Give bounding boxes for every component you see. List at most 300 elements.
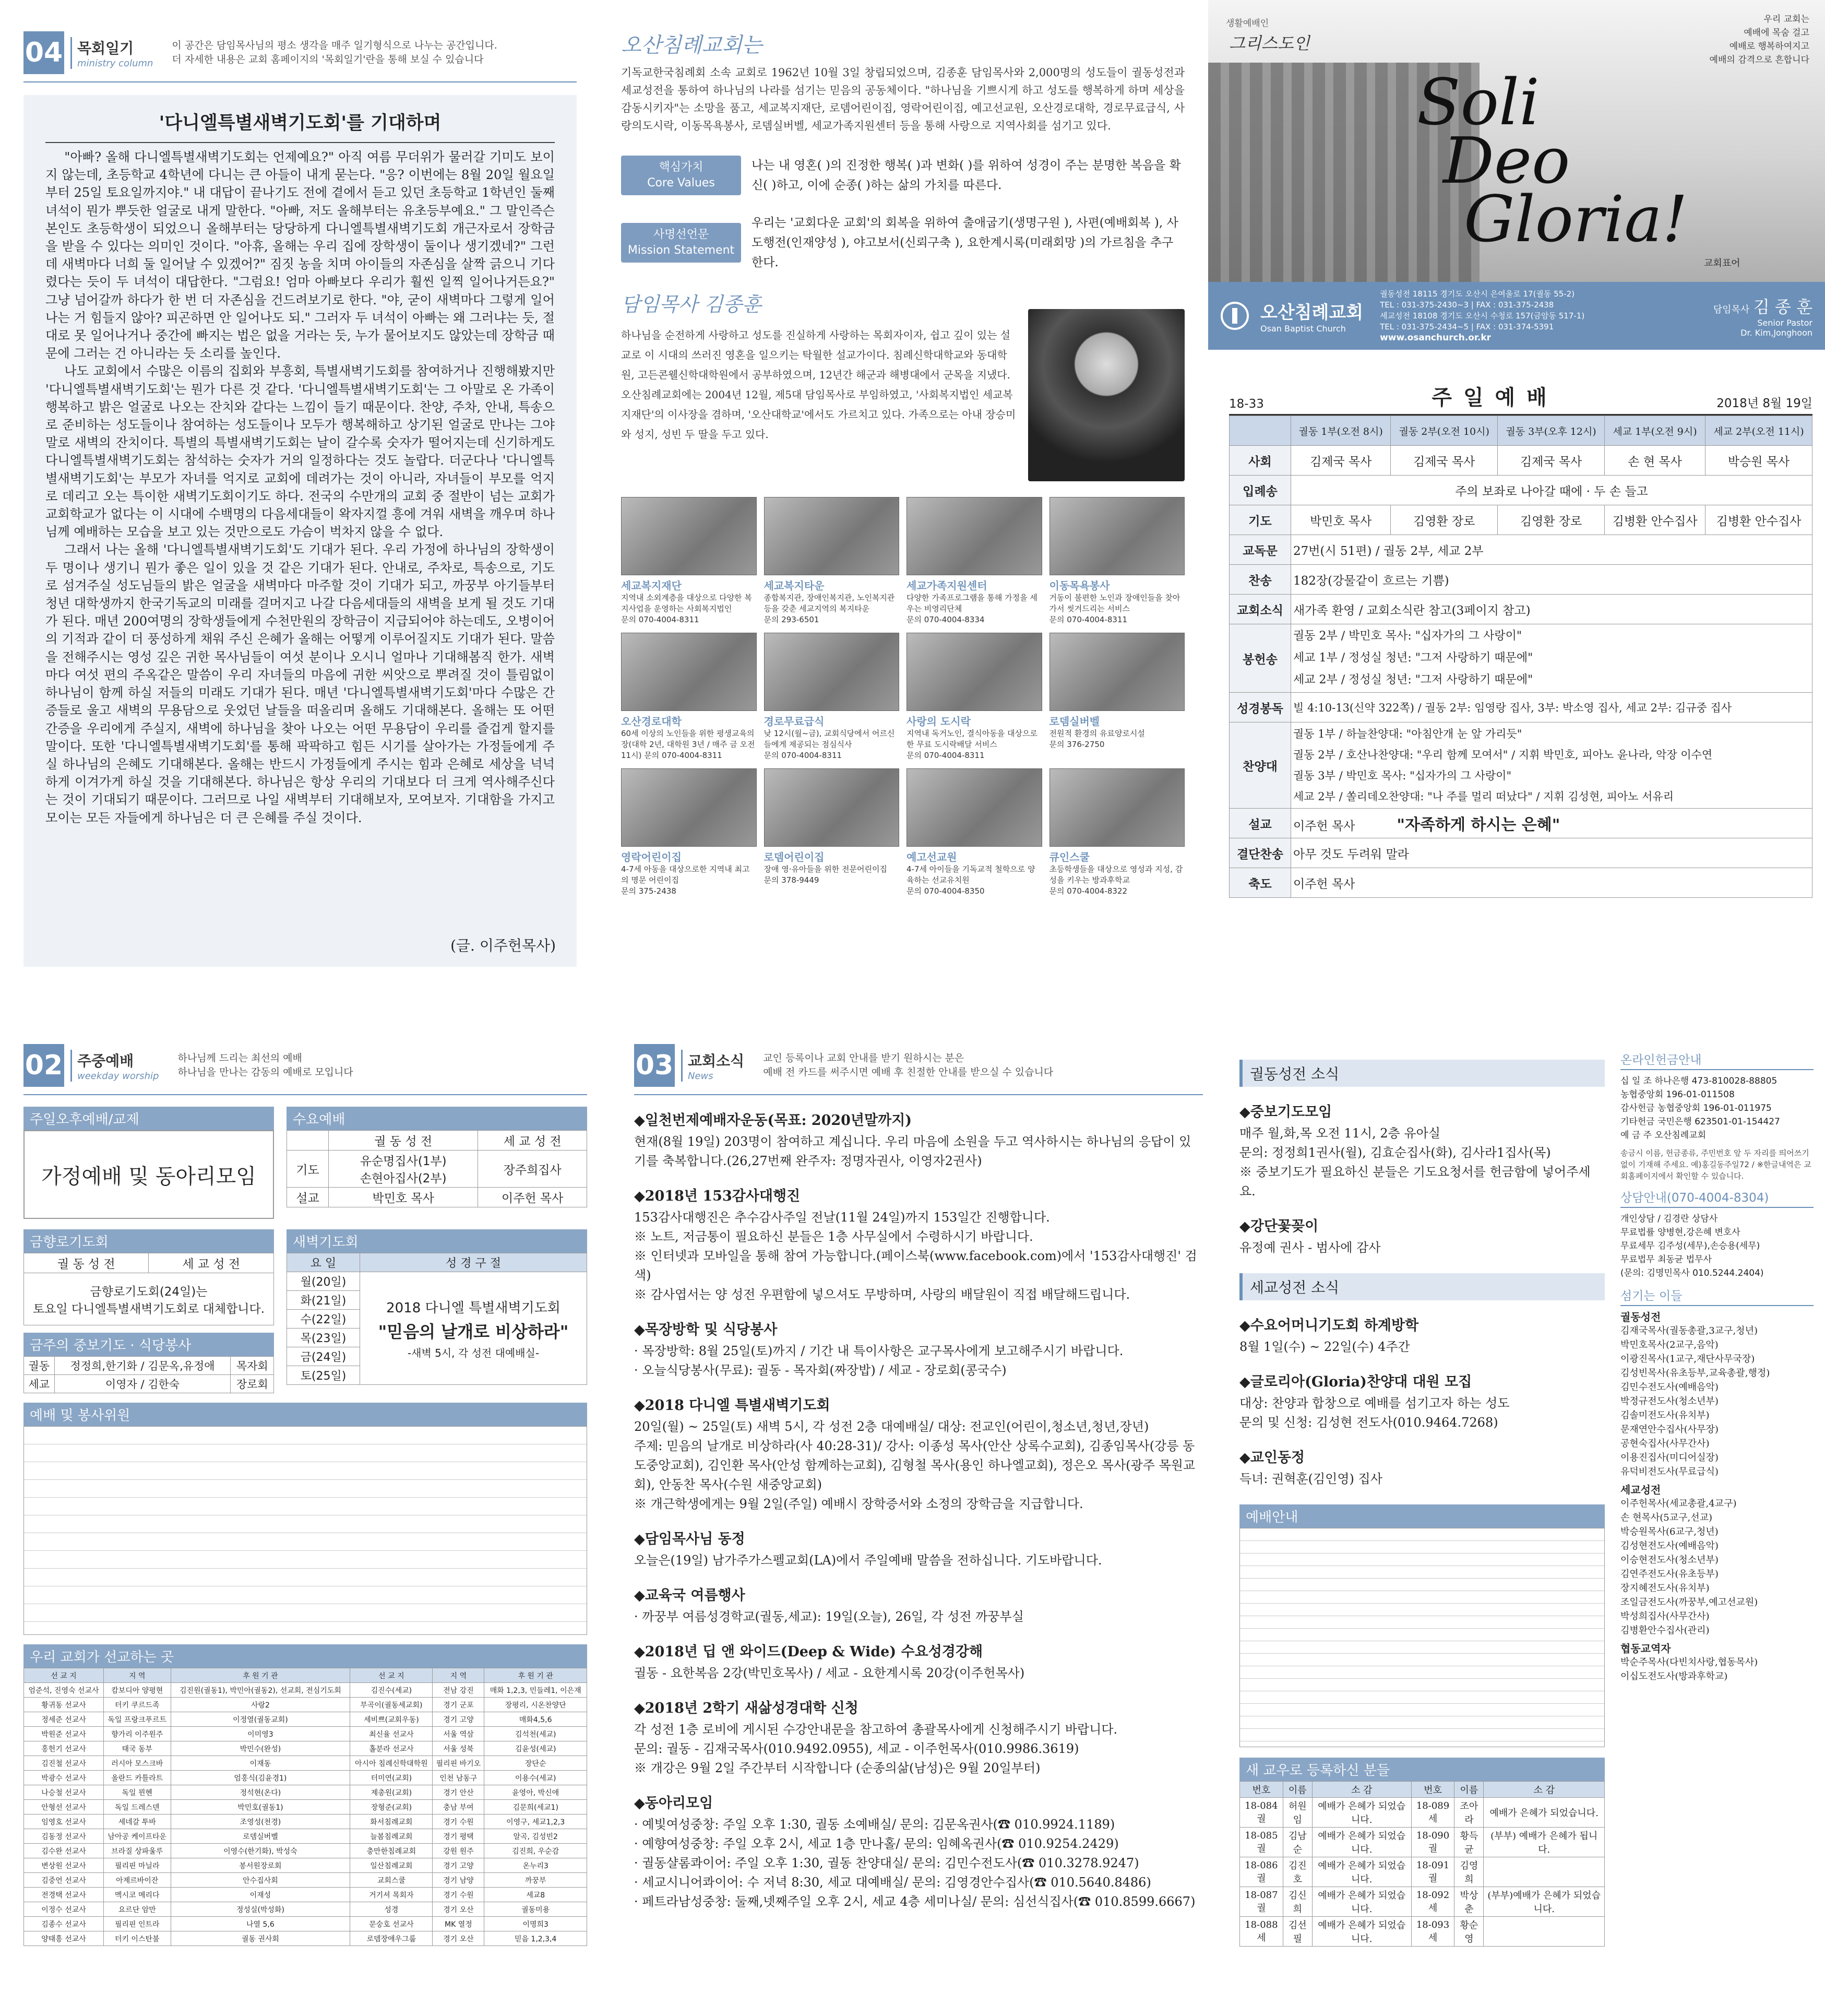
ministry-card: 영락어린이집 4-7세 아동을 대상으로한 지역내 최고의 명문 어린이집 문의 375-2438 <box>621 768 757 897</box>
table-cell: 매화4,5,6 <box>484 1712 587 1727</box>
ministry-grid <box>621 497 1185 897</box>
news-paragraph: 대상: 찬양과 합창으로 예배를 섬기고자 하는 성도 <box>1239 1396 1510 1410</box>
table-cell: 성경 <box>350 1902 433 1917</box>
pastor-heading: 담임목사 김종훈 <box>621 293 762 316</box>
ministry-card: 오산경로대학 60세 이상의 노인들을 위한 평생교육의 장(대학 2년, 대학원 3년 / 매주 금 오전 11시) 문의 070-4004-8311 <box>621 633 757 761</box>
table-cell: 이재동 <box>171 1756 350 1771</box>
table-cell: 태국 동부 <box>104 1741 171 1756</box>
news-paragraph: 현재(8월 19일) 203명이 참여하고 계십니다. 우리 마음에 소원을 두고 역사하시는 하나님의 응답이 있기를 축복합니다.(26,27번째 완주자: 정명자권사, 이영자2권사) <box>634 1134 1191 1168</box>
table-row: 축도 이주헌 목사 <box>1230 868 1812 898</box>
table-row: 교회소식 새가족 환영 / 교회소식란 참고(3페이지 참고) <box>1230 595 1812 624</box>
table-cell: 장단순 <box>484 1756 587 1771</box>
table-cell: 필리핀 바기오 <box>433 1756 484 1771</box>
table-cell: 세네갈 투바 <box>104 1815 171 1829</box>
staff-item: 김재국목사(궐동총괄,3교구,청년) <box>1620 1325 1758 1336</box>
column-paragraph: 그래서 나는 올해 '다니엘특별새벽기도회'도 기대가 된다. 우리 가정에 하나님의 장학생이 두 명이나 생기니 뭔가 좋은 일이 있을 것 같은 기대가 된다. 안내로, 주차로, 특송으로, 기도로 섬겨주실 성도님들의 밝은 얼굴을 새벽마다 마주할 것이 기대가 되고, 까꿍부 아기들부터 청년 대학생까지 한국기독교의 미래를 걸머지고 나갈 다음세대들의 새벽을 보게 될 것도 기대가 된다. 매년 200여명의 장학생들에게 수천만원의 장학금이 지급되어야 하는데도, 오병이어의 기적과 같이 더 풍성하게 채워 주신 은혜가 올해는 어떻게 이루어질지도 기대가 된다. 말씀을 전해주시는 영성 깊은 귀한 목사님들이 여섯 분이나 오시니 얼마나 기대해봄직 한가. 새벽마다 여섯 편의 주옥같은 말씀이 우리 자녀들의 마음에 귀한 씨앗으로 뿌려질 것이 틀림없이 하나님이 함께 하실 저들의 미래도 기대가 된다. 매년 '다니엘특별새벽기도회'마다 수많은 간증들로 울고 새벽의 무용담으로 웃었던 날들을 떠올리며 올해도 기대해본다. 올해는 또 어떤 간증을 우리에게 주실지, 새벽에 하나님을 찾아 나오는 어떤 무용담이 우리를 즐겁게 할지를 말이다. 또한 '다니엘특별새벽기도회'를 통해 팍팍하고 힘든 시기를 살아가는 가정들에게 주실 하나님의 은혜도 기대해본다. 올해는 반드시 가정들에게 주시는 힘과 은혜로 세상을 넉넉하게 이겨가게 하실 것을 기대해본다. 하나님은 항상 우리의 기대보다 더 크게 역사해주신다는 것이 기대되기 때문이다. 그러므로 나일 새벽부터 기대해보자, 모여보자. 기대함을 가지고 모이는 모든 자들에게 하나님은 더 큰 은혜를 주실 것이다. <box>45 542 555 825</box>
table-cell: 필리핀 인트라 <box>104 1917 171 1931</box>
table-cell: 터미연(교회) <box>350 1771 433 1785</box>
service-table <box>23 1426 587 1635</box>
table-cell: 18-088세 <box>1240 1917 1283 1947</box>
table-cell: 김문희(세교1) <box>484 1800 587 1815</box>
staff-item: 이십도전도사(방과후학교) <box>1620 1671 1728 1682</box>
news-paragraph: 8월 1일(수) ~ 22일(수) 4주간 <box>1239 1339 1410 1354</box>
table-row: 세교 이영자 / 김한숙 장로회 <box>24 1375 274 1393</box>
ministry-card: 세교복지타운 종합복지관, 장애인복지관, 노인복지관 등을 갖춘 세교지역의 복지타운 문의 293-6501 <box>764 497 900 625</box>
table-row <box>1240 1857 1605 1887</box>
table-cell: 김윤성(세교) <box>484 1741 587 1756</box>
ministry-card: 로뎀실버벨 전원적 환경의 유료양로시설 문의 376-2750 <box>1049 633 1185 761</box>
news-heading: ◆교육국 여름행사 <box>634 1587 745 1604</box>
table-row: 궐동 정정희,한기화 / 김문옥,유정애 목자회 <box>24 1357 274 1375</box>
table-cell: 김중언 선교사 <box>24 1873 104 1888</box>
table-cell: 러시아 모스크바 <box>104 1756 171 1771</box>
table-cell: 경기 수원 <box>433 1888 484 1902</box>
page-3-sidebar: 온라인헌금안내 십 일 조 하나은행 473-810028-88805 농협중앙회 196-01-011508 감사헌금 농협중앙회 196-01-011975 기타헌금 국민은행 623501-01-154427 예 금 주 오산침례교회 송금시 이름, 헌금종류, 주민번호 앞 두 자리를 띄어쓰기 없이 기재해 주세요. 예)홍길동주일72 / ※한글내역은 교회홈페이지에서 확인할 수 있습니다. 상담안내(070-4004-8304) 개인상담 / 김경란 상담사 무료법률 양병현,강은혜 변호사 무료세무 김주성(세무),손승용(세무) 무료법무 최동균 법무사 (문의: 김명민목사 010.5244.2404) 섬기는 이들 궐동성전 김재국목사(궐동총괄,3교구,청년) 박민호목사(2교구,음악) 이광진목사(1교구,재단사무국장) 김성빈목사(유초등부,교육총괄,행정) 김민수전도사(예배음악) 박정규전도사(청소년부) 김솔미전도사(유치부) 문재연안수집사(사무장) 공현숙집사(사무간사) 이용진집사(미디어실장) 유덕비전도사(무료급식) 세교성전 이주헌목사(세교총괄,4교구) 손 현목사(5교구,선교) 박승원목사(6교구,청년) 김성현전도사(예배음악) 이승현전도사(청소년부) 김연주전도사(유초등부) 장지혜전도사(유치부) 조일금전도사(까꿍부,예고선교원) 박성희집사(사무간사) 김병환안수집사(관리) 협동교역자 박순주목사(다빈치사랑,협동목사) 이십도전도사(방과후학교) <box>1620 1044 1814 1683</box>
worship-title: 주 일 예 배 <box>1432 385 1549 410</box>
news-paragraph: · 궐동샬롬콰이어: 주일 오후 1:30, 궐동 찬양대실/ 문의: 김민수전도사(☎ 010.3278.9247) <box>634 1856 1139 1870</box>
table-row <box>24 1844 587 1858</box>
table-cell: 알곡, 김성빈2 <box>484 1829 587 1844</box>
table-row <box>24 1873 587 1888</box>
table-cell: 임영호 선교사 <box>24 1815 104 1829</box>
table-row <box>24 1741 587 1756</box>
table-row <box>24 1756 587 1771</box>
table-cell: 궐동미용 <box>484 1902 587 1917</box>
staff-item: 김병환안수집사(관리) <box>1620 1625 1710 1636</box>
table-cell: 독일 프랑크푸르트 <box>104 1712 171 1727</box>
table-cell: 18-084궐 <box>1240 1798 1283 1828</box>
news-list <box>634 1109 1203 1912</box>
table-cell: 강원 원주 <box>433 1844 484 1858</box>
news-heading: ◆2018년 153감사대행진 <box>634 1188 801 1204</box>
column-paragraph: 나도 교회에서 수많은 이름의 집회와 부흥회, 특별새벽기도회를 참여하거나 진행해봤지만 '다니엘특별새벽기도회'는 뭔가 다른 것 같다. '다니엘특별새벽기도회'는 그 아말로 온 가족이 행복하고 밝은 얼굴로 나오는 잔치와 같다는 느낌이 들기 때문이다. 찬양, 주차, 안내, 특송으로 준비하는 성도들이나 참여하는 성도들이나 모두가 행복해하고 상기된 얼굴로 만나는 그야말로 새벽의 잔치이다. 특별의 특별새벽기도회는 날이 갈수록 숫자가 떨어지는데 신기하게도 다니엘특별새벽기도회는 참석하는 숫자가 거의 일정하다는 것도 놀랍다. 더군다나 '다니엘특별새벽기도회'는 부모가 자녀를 억지로 교회에 데려가는 것이 아니라, 자녀들이 부모를 억지로 데리고 오는 특이한 새벽기도회이기도 하다. 전국의 수만개의 교회 중 절반이 넘는 교회가 교회학교가 없다는 이 시대에 수백명의 다음세대들이 왁자지껄 흥에 겨워 새벽을 깨우며 하나님께 예배하는 모습을 보고 있는 것만으로도 가슴이 벅차지 않을 수 없다. <box>45 364 555 540</box>
table-row <box>1240 1828 1605 1857</box>
table-cell: 이영구, 세교1,2,3 <box>484 1815 587 1829</box>
page-3-side: 궐동성전 소식 ◆중보기도모임 매주 월,화,목 오전 11시, 2층 유아실 문의: 정정희1권사(월), 김효순집사(화), 김사라1집사(목) ※ 중보기도가 필요하신 분들은 기도요청서를 헌금함에 넣어주세요. ◆강단꽃꽂이 유정예 권사 - 범사에 감사 세교성전 소식 ◆수요어머니기도회 하계방학 8월 1일(수) ~ 22일(수) 4주간 ◆글로리아(Gloria)찬양대 대원 모집 대상: 찬양과 합창으로 예배를 섬기고자 하는 성도 문의 및 신청: 김성현 전도사(010.9464.7268) ◆교인동정 득녀: 권혁훈(김인영) 집사 예배안내 새 교우로 등록하신 분들 번호 이름 소 감 번호 이름 소 감 18-084궐 허원임 예배가 은혜가 되었습니다. 18-089세 조아라 예배가 은혜가 되었습니다. 18-085궐 김남순 예배가 은혜가 되었습니다. 18-090궐 황득균 (부부) 예배가 은혜가 됩니다. 18-086궐 김진호 예배가 은혜가 되었습니다. 18-091궐 김영희 18-087궐 김신희 예배가 은혜가 되었습니다. 18-092세 박상춘 (부부)예배가 은혜가 되었습니다. 18-088세 김선필 예배가 은혜가 되었습니다. 18-093세 황순영 <box>1239 1060 1605 1947</box>
news-paragraph: ※ 감사엽서는 양 성전 우편함에 넣으셔도 무방하며, 사랑의 배달원이 직접 배달해드립니다. <box>634 1287 1130 1302</box>
news-heading: ◆교인동정 <box>1239 1450 1305 1466</box>
table-cell: 충만한침례교회 <box>350 1844 433 1858</box>
table-cell: 이정열(궐동교회) <box>171 1712 350 1727</box>
table-cell: 문숭호 선교사 <box>350 1917 433 1931</box>
staff-item: 문재연안수집사(사무장) <box>1620 1424 1719 1435</box>
table-cell: 경기 고양 <box>433 1858 484 1873</box>
table-row: 찬송 182장(강물같이 흐르는 기쁨) <box>1230 565 1812 595</box>
table-cell: 서울 성북 <box>433 1741 484 1756</box>
table-cell: 김신희 <box>1283 1887 1312 1917</box>
table-cell: 세교8 <box>484 1888 587 1902</box>
ministry-card: 예고선교원 4-7세 아이들을 기독교적 철학으로 양육하는 선교유치원 문의 070-4004-8350 <box>906 768 1042 897</box>
table-cell: 멕시코 메리다 <box>104 1888 171 1902</box>
table-cell: 예배가 은혜가 되었습니다. <box>1312 1887 1411 1917</box>
table-row <box>1240 1917 1605 1947</box>
news-heading: ◆수요어머니기도회 하계방학 <box>1239 1318 1419 1334</box>
worship-table: 궐동 1부(오전 8시) 궐동 2부(오전 10시) 궐동 3부(오후 12시) 세교 1부(오전 9시) 세교 2부(오전 11시) 사회 김제국 목사 김제국 목사 김제국 목사 손 현 목사 박승원 목사 입례송 주의 보좌로 나아갈 때에 · 두 손 들고 기도 박민호 목사 김영환 장로 김영환 장로 김병환 안수집사 김병환 안수집사 교독문 27번(시 51편) / 궐동 2부, 세교 2부 찬송 182장(강물같이 흐르는 기쁨) 교회소식 새가족 환영 / 교회소식란 참고(3페이지 참고) 봉헌송 궐동 2부 / 박민호 목사: "십자가의 그 사랑이" 세교 1부 / 정성실 청년: "그저 사랑하기 때문에" 세교 2부 / 정성실 청년: "그저 사랑하기 때문에" 성경봉독 빌 4:10-13(신약 322쪽) / 궐동 2부: 임영랑 집사, 3부: 박소영 집사, 세교 2부: 김규중 집사 찬양대 궐동 1부 / 하늘찬양대: "아침안개 눈 앞 가리듯" 궐동 2부 / 호산나찬양대: "우리 함께 모여서" / 지휘 박민호, 피아노 윤나라, 악장 이수연 궐동 3부 / 박민호 목사: "십자가의 그 사랑이" 세교 2부 / 쏠리데오찬양대: "나 주를 멀리 떠났다" / 지휘 김성현, 피아노 서유리 설교 이주헌 목사 "자족하게 하시는 은혜" 결단찬송 아무 것도 두려워 말라 축도 이주헌 목사 <box>1229 416 1812 898</box>
table-cell: 안수집사회 <box>171 1873 350 1888</box>
table-cell: 정세준 선교사 <box>24 1712 104 1727</box>
table-cell: 경기 남양 <box>433 1873 484 1888</box>
table-cell: 허원임 <box>1283 1798 1312 1828</box>
cover-tagline: 우리 교회는 예배에 목숨 걸고 예배로 행복하여지고 예배의 감격으로 흔합니다 <box>1709 14 1809 65</box>
worship-order: 18-33 주 일 예 배 2018년 8월 19일 궐동 1부(오전 8시) 궐동 2부(오전 10시) 궐동 3부(오후 12시) 세교 1부(오전 9시) 세교 2부(오전 11시) 사회 김제국 목사 김제국 목사 김제국 목사 손 현 목사 박승원 목사 입례송 주의 보좌로 나아갈 때에 · 두 손 들고 기도 박민호 목사 김영환 장로 김영환 장로 김병환 안수집사 김병환 안수집사 교독문 27번(시 51편) / 궐동 2부, 세교 2부 찬송 182장(강물같이 흐르는 기쁨) 교회소식 새가족 환영 / 교회소식란 참고(3페이지 참고) 봉헌송 궐동 2부 / 박민호 목사: "십자가의 그 사랑이" 세교 1부 / 정성실 청년: "그저 사랑하기 때문에" 세교 2부 / 정성실 청년: "그저 사랑하기 때문에" 성경봉독 빌 4:10-13(신약 322쪽) / 궐동 2부: 임영랑 집사, 3부: 박소영 집사, 세교 2부: 김규중 집사 찬양대 궐동 1부 / 하늘찬양대: "아침안개 눈 앞 가리듯" 궐동 2부 / 호산나찬양대: "우리 함께 모여서" / 지휘 박민호, 피아노 윤나라, 악장 이수연 궐동 3부 / 박민호 목사: "십자가의 그 사랑이" 세교 2부 / 쏠리데오찬양대: "나 주를 멀리 떠났다" / 지휘 김성현, 피아노 서유리 설교 이주헌 목사 "자족하게 하시는 은혜" 결단찬송 아무 것도 두려워 말라 축도 이주헌 목사 <box>1229 381 1812 898</box>
news-heading: ◆2018 다니엘 특별새벽기도회 <box>634 1397 830 1414</box>
table-row: 사회 김제국 목사 김제국 목사 김제국 목사 손 현 목사 박승원 목사 <box>1230 446 1812 476</box>
table-row: 성경봉독 빌 4:10-13(신약 322쪽) / 궐동 2부: 임영랑 집사, 3부: 박소영 집사, 세교 2부: 김규중 집사 <box>1230 693 1812 722</box>
sermon-title: "자족하게 하시는 은혜" <box>1397 816 1560 834</box>
table-cell: 김진희, 우순감 <box>484 1844 587 1858</box>
news-paragraph: ※ 개강은 9월 2일 주간부터 시작합니다 (순종의삶(남성)은 9월 20일부터) <box>634 1761 1041 1775</box>
table-cell: 화서침례교회 <box>350 1815 433 1829</box>
table-cell: 독일 뮌헨 <box>104 1785 171 1800</box>
core-values-label: 핵심가치 Core Values <box>621 156 741 195</box>
column-paragraph: "아빠? 올해 다니엘특별새벽기도회는 언제예요?" 아직 여름 무더위가 물러갈 기미도 보이지 않는데, 초등학교 4학년에 다니는 큰 아들이 내게 묻는다. "응? 이번에는 8월 20일 월요일부터 25일 토요일까지야." 내 대답이 끝나기도 전에 곁에서 듣고 있던 초등학교 1학년인 둘째 녀석이 뭔가 뿌듯한 얼굴로 내게 말한다. "아빠, 저도 올해부터는 유초등부예요." 그 말인즉슨 본인도 초등학생이 되었으니 올해부터는 당당하게 다니엘특별새벽기도회 개근자로서 장학금을 받을 수 있다는 의미인 것이다. "아휴, 올해는 우리 집에 장학생이 둘이나 생기겠네?" 그런데 새벽마다 너희 둘 일어날 수 있겠어?" 짐짓 농을 치며 아이들의 자존심을 살짝 긁으니 기다렸다는 듯이 두 녀석이 대답한다. "그럼요! 엄마 아빠보다 우리가 훨씬 일찍 일어나거든요?" 그냥 넘어갈까 하다가 한 번 더 자존심을 건드려보기로 한다. "야, 굳이 새벽마다 그렇게 일어나는 거 힘들지 않아? 피곤하면 안 일어나도 되." 그러자 두 녀석이 아빠는 왜 그러냐는 듯, 절대로 못 일어나거나 중간에 빠지는 법은 없을 거라는 듯, 누가 물어보지도 않았는데 장학금 때문에 그러는 건 아니라는 듯 소리를 높인다. <box>45 150 555 361</box>
ministry-photo <box>621 497 757 575</box>
church-logo-icon <box>1221 302 1249 330</box>
table-row <box>24 1829 587 1844</box>
staff-item: 유덕비전도사(무료급식) <box>1620 1466 1719 1477</box>
intro-text: 기독교한국침례회 소속 교회로 1962년 10월 3일 창립되었으며, 김종훈 담임목사와 2,000명의 성도들이 궐동성전과 세교성전을 통하여 하나님의 나라를 섬기는 믿음의 공동체이다. "하나님을 기쁘시게 하고 성도를 행복하게 하며 세상을 감동시키자"는 소망을 품고, 세교복지재단, 로뎀어린이집, 영락어린이집, 예고선교원, 오산경로대학, 경로무료급식, 사랑의도시락, 이동목욕봉사, 로뎀실버벨, 세교가족지원센터 등을 통해 사랑으로 지역사회를 섬기고 있다. <box>621 66 1185 132</box>
column-headline: '다니엘특별새벽기도회'를 기대하며 <box>159 113 442 134</box>
news-paragraph: 153감사대행진은 추수감사주일 전날(11월 24일)까지 153일간 진행합니다. <box>634 1210 1050 1225</box>
dawn-theme: "믿음의 날개로 비상하라" <box>378 1321 569 1342</box>
table-cell: 부곡이(궐동세교회) <box>350 1698 433 1712</box>
news-heading: ◆담임목사님 동정 <box>634 1531 745 1547</box>
table-row <box>24 1888 587 1902</box>
table-cell: 서울 역삼 <box>433 1727 484 1741</box>
table-cell <box>1484 1857 1605 1887</box>
ministry-card: 세교복지재단 지역내 소외계층을 대상으로 다양한 복지사업을 운영하는 사회복지법인 문의 070-4004-8311 <box>621 497 757 625</box>
table-cell: 남아공 케이프타운 <box>104 1829 171 1844</box>
table-row <box>24 1771 587 1785</box>
intro-heading: 오산침례교회는 <box>621 33 762 57</box>
table-cell: 충남 부여 <box>433 1800 484 1815</box>
news-paragraph: ※ 중보기도가 필요하신 분들은 기도요청서를 헌금함에 넣어주세요. <box>1239 1165 1591 1199</box>
page-1-intro <box>621 29 1185 968</box>
table-cell: 김종수 선교사 <box>24 1917 104 1931</box>
table-cell: 경기 수원 <box>433 1815 484 1829</box>
table-cell: 까꿍부 <box>484 1873 587 1888</box>
column-body <box>23 95 577 967</box>
news-paragraph: ※ 인터넷과 모바일을 통해 참여 가능합니다.(페이스북(www.facebook.com)에서 '153감사대행진' 검색) <box>634 1249 1197 1283</box>
news-paragraph: 각 성전 1층 로비에 게시된 수강안내문을 참고하여 총괄목사에게 신청해주시기 바랍니다. <box>634 1722 1118 1737</box>
table-row: 입례송 주의 보좌로 나아갈 때에 · 두 손 들고 <box>1230 476 1812 505</box>
news-paragraph: ※ 노트, 저금통이 필요하신 분들은 1층 사무실에서 수령하시기 바랍니다. <box>634 1229 1033 1244</box>
table-cell: 나승철 선교사 <box>24 1785 104 1800</box>
news-paragraph: 득녀: 권혁훈(김인영) 집사 <box>1239 1472 1382 1486</box>
table-row <box>24 1712 587 1727</box>
staff-item: 장지혜전도사(유치부) <box>1620 1583 1710 1594</box>
page-4-column <box>23 31 577 971</box>
ministry-card: 사랑의 도시락 지역내 독거노인, 결식아동을 대상으로 한 무료 도시락배달 서비스 문의 070-4004-8311 <box>906 633 1042 761</box>
table-cell: 예배가 은혜가 되었습니다. <box>1484 1798 1605 1828</box>
table-row: 결단찬송 아무 것도 두려워 말라 <box>1230 838 1812 868</box>
table-cell: 올란드 카틀라트 <box>104 1771 171 1785</box>
newcomer-table: 번호 이름 소 감 번호 이름 소 감 18-084궐 허원임 예배가 은혜가 되었습니다. 18-089세 조아라 예배가 은혜가 되었습니다. 18-085궐 김남순 예배가 은혜가 되었습니다. 18-090궐 황득균 (부부) 예배가 은혜가 됩니다. 18-086궐 김진호 예배가 은혜가 되었습니다. 18-091궐 김영희 18-087궐 김신희 예배가 은혜가 되었습니다. 18-092세 박상춘 (부부)예배가 은혜가 되었습니다. 18-088세 김선필 예배가 은혜가 되었습니다. 18-093세 황순영 <box>1239 1781 1605 1947</box>
staff-item: 이용진집사(미디어실장) <box>1620 1452 1719 1463</box>
table-cell: 김진원(궐동1), 박민아(궐동2), 선교회, 전심기도회 <box>171 1683 350 1698</box>
ministry-card: 이동목욕봉사 거동이 불편한 노인과 장애인들을 찾아가서 씻겨드리는 서비스 문의 070-4004-8311 <box>1049 497 1185 625</box>
cover-block: 생활예배인 그리스도인 우리 교회는 예배에 목숨 걸고 예배로 행복하여지고 예배의 감격으로 흔합니다 Soli Deo Gloria! 교회표어 오산침례교회 Osan Baptist Church 궐동성전 18115 경기도 오산시 은여울로 17(궐동 55-2) TEL : 031-375-2430~3 | FAX : 031-375-2438 세교성전 18108 경기도 오산시 수청로 157(금암동 517-1) TEL : 031-375-2434~5 | FAX : 031-374-5391 www.osanchurch.or.kr 담임목사 김 종 훈 Senior Pastor Dr. Kim,Jonghoon <box>1208 0 1825 350</box>
table-cell: 예배가 은혜가 되었습니다. <box>1312 1828 1411 1857</box>
table-cell: 경기 오산 <box>433 1931 484 1946</box>
table-row <box>24 1931 587 1946</box>
section-header: 04 목회일기 ministry column 이 공간은 담임목사님의 평소 생각을 매주 일기형식으로 나누는 공간입니다. 더 자세한 내용은 교회 홈페이지의 '목회일기'란을 통해 보실 수 있습니다 <box>23 31 577 74</box>
news-heading: ◆글로리아(Gloria)찬양대 대원 모집 <box>1239 1374 1472 1390</box>
staff-item: 이주헌목사(세교총괄,4교구) <box>1620 1498 1737 1509</box>
table-cell: 김석천(세교) <box>484 1727 587 1741</box>
page-2-weekday: 02 주중예배 weekday worship 하나님께 드리는 최선의 예배 하나님을 만나는 감동의 예배로 모입니다 주일오후예배/교제 가정예배 및 동아리모임 수요예배 궐 동 성 전 세 교 성 전 기도 유순명집사(1부) 손현아집사(2부) 장주희집사 설교 박민호 목사 이주헌 목사 금향로기도회 궐 동 성 전 세 교 성 전 금향로기도회(24일)는 토요일 다니엘특별새벽기도회로 대체합니다. 금주의 중보기도 · 식당봉사 궐동 정정희,한기화 / 김문옥,유정애 목자회 세교 이영자 / 김한숙 장로회 새벽기도회 요 일 성 경 구 절 월(20일) 2018 다니엘 특별새벽기도회 "믿음의 날개로 비상하라" -새벽 5시, 각 성전 대예배실- 화(21일) 수(22일) 목(23일) 금(24일) 토(25일) 예배 및 봉사위원 우리 교회가 선교하는 곳 선 교 지 지 역 후 원 기 관 선 교 지 지 역 후 원 기 관 엄준석, 진영숙 선교사 캄보디아 양평현 김진원(궐동1), 박민아(궐동2), 선교회, 전심기도회 김진수(세교) 전남 강진 매화 1,2,3, 민들레1, 이은재 황귀동 선교사 터키 쿠르드족 사랑2 부곡이(궐동세교회) 경기 군포 장평리, 시온찬양단 정세준 선교사 독일 프랑크푸르트 이정열(궐동교회) 세비쁘(교회우동) 경기 고양 매화4,5,6 박원준 선교사 향가리 이주원주 이미영3 최신율 선교사 서울 역삼 김석천(세교) 홍헌기 선교사 태국 동부 박민수(완성) 홀분라 선교사 서울 성북 김윤성(세교) 김진철 선교사 러시아 모스크바 이재동 아시아 침례신학대학원 필리핀 바기오 장단순 박광수 선교사 올란드 카틀라트 엄홍식(김윤경1) 터미연(교회) 인천 남동구 이용수(세교) 나승철 선교사 독일 뮌헨 정석현(온다) 제총원(교회) 경기 안산 윤영아, 박신애 안형선 선교사 독일 드레스덴 박민호(궐동1) 장형준(교회) 충남 부여 김문희(세교1) 임영호 선교사 세네갈 투바 조영성(천경) 화서침례교회 경기 수원 이영구, 세교1,2,3 김동정 선교사 남아공 케이프타운 로뎀실버벨 늘봄침례교회 경기 평택 알곡, 김성빈2 김수완 선교사 브라질 상파울루 이영수(한기화), 박성숙 충만한침례교회 강원 원주 김진희, 우순감 변상원 선교사 필리핀 마닐라 봉서원장로회 일산침례교회 경기 고양 온누리3 김중언 선교사 아제르바이잔 안수집사회 교회스쿨 경기 남양 까꿍부 전경택 선교사 멕시코 메리다 이재성 거기셔 목회자 경기 수원 세교8 이정수 선교사 요르단 암만 정성실(박성화) 성경 경기 오산 궐동미용 김종수 선교사 필리핀 인트라 나열 5,6 문숭호 선교사 MK 열정 이명희3 양태흥 선교사 터키 이스탄불 궐동 권사회 로뎀장애우그룹 경기 오산 믿음 1,2,3,4 <box>23 1044 587 1999</box>
table-cell: 홀분라 선교사 <box>350 1741 433 1756</box>
sunday-program: 가정예배 및 동아리모임 <box>23 1130 274 1219</box>
worship-guide-table <box>1239 1528 1605 1747</box>
pastor-photo <box>1028 309 1185 481</box>
ministry-card: 세교가족지원센터 다양한 가족프로그램을 통해 가정을 세우는 비영리단체 문의 070-4004-8334 <box>906 497 1042 625</box>
table-cell: 독일 드레스덴 <box>104 1800 171 1815</box>
table-cell: 사랑2 <box>171 1698 350 1712</box>
table-cell: 경기 오산 <box>433 1902 484 1917</box>
table-cell: 18-090궐 <box>1411 1828 1454 1857</box>
table-cell: 전경택 선교사 <box>24 1888 104 1902</box>
table-row <box>24 1917 587 1931</box>
table-cell: 박민수(완성) <box>171 1741 350 1756</box>
table-cell: 18-093세 <box>1411 1917 1454 1947</box>
table-cell: 브라질 상파울루 <box>104 1844 171 1858</box>
table-cell: 변상원 선교사 <box>24 1858 104 1873</box>
news-heading: ◆동아리모임 <box>634 1795 713 1811</box>
website-link[interactable]: www.osanchurch.or.kr <box>1380 332 1492 343</box>
table-cell: 거기셔 목회자 <box>350 1888 433 1902</box>
staff-item: 박순주목사(다빈치사랑,협동목사) <box>1620 1657 1758 1668</box>
table-cell: 제총원(교회) <box>350 1785 433 1800</box>
section-title: 목회일기 <box>77 39 134 57</box>
table-row <box>24 1902 587 1917</box>
table-cell: 일산침례교회 <box>350 1858 433 1873</box>
table-cell: 예배가 은혜가 되었습니다. <box>1312 1917 1411 1947</box>
church-name: 오산침례교회 <box>1260 302 1364 323</box>
staff-item: 박정규전도사(청소년부) <box>1620 1396 1719 1407</box>
table-row <box>24 1800 587 1815</box>
table-cell: 김남순 <box>1283 1828 1312 1857</box>
table-cell: 박원준 선교사 <box>24 1727 104 1741</box>
table-row <box>24 1815 587 1829</box>
table-cell: 아시아 침례신학대학원 <box>350 1756 433 1771</box>
table-cell: 궐동 권사회 <box>171 1931 350 1946</box>
table-cell: 장형준(교회) <box>350 1800 433 1815</box>
news-paragraph: 문의: 궐동 - 김재국목사(010.9492.0955), 세교 - 이주헌목사(010.9986.3619) <box>634 1741 1079 1756</box>
table-cell: (부부)예배가 은혜가 되었습니다. <box>1484 1887 1605 1917</box>
headline-rule <box>45 142 555 143</box>
table-cell: 예배가 은혜가 되었습니다. <box>1312 1857 1411 1887</box>
news-heading: ◆2018년 2학기 새삶성경대학 신청 <box>634 1700 858 1716</box>
table-cell: 이재성 <box>171 1888 350 1902</box>
table-cell: 김수완 선교사 <box>24 1844 104 1858</box>
news-heading: ◆중보기도모임 <box>1239 1104 1332 1120</box>
table-cell: 18-086궐 <box>1240 1857 1283 1887</box>
table-cell: 세비쁘(교회우동) <box>350 1712 433 1727</box>
table-cell: 엄준석, 진영숙 선교사 <box>24 1683 104 1698</box>
column-signature: (글. 이주헌목사) <box>450 937 556 954</box>
table-cell: 18-085궐 <box>1240 1828 1283 1857</box>
news-paragraph: · 목장방학: 8월 25일(토)까지 / 기간 내 특이사항은 교구목사에게 보고해주시기 바랍니다. <box>634 1344 1124 1358</box>
table-row: 설교 이주헌 목사 "자족하게 하시는 은혜" <box>1230 809 1812 838</box>
table-cell: (부부) 예배가 은혜가 됩니다. <box>1484 1828 1605 1857</box>
ministry-photo <box>764 633 900 711</box>
ministry-photo <box>906 768 1042 847</box>
news-heading: ◆2018년 딥 앤 와이드(Deep & Wide) 수요성경강해 <box>634 1644 983 1660</box>
staff-item: 공현숙집사(사무간사) <box>1620 1438 1710 1449</box>
table-cell: 김동정 선교사 <box>24 1829 104 1844</box>
table-cell: 이정수 선교사 <box>24 1902 104 1917</box>
table-cell: 18-089세 <box>1411 1798 1454 1828</box>
table-cell: 윤영아, 박신애 <box>484 1785 587 1800</box>
staff-item: 김연주전도사(유초등부) <box>1620 1569 1719 1580</box>
ministry-photo <box>1049 633 1185 711</box>
news-heading: ◆일천번제예배자운동(목표: 2020년말까지) <box>634 1112 912 1129</box>
news-paragraph: 오늘은(19일) 남가주가스펠교회(LA)에서 주일예배 말씀을 전하십니다. 기도바랍니다. <box>634 1553 1102 1568</box>
table-cell: 조영성(천경) <box>171 1815 350 1829</box>
news-paragraph: 유정예 권사 - 범사에 감사 <box>1239 1240 1381 1255</box>
table-cell: 필리핀 마닐라 <box>104 1858 171 1873</box>
staff-item: 김솔미전도사(유치부) <box>1620 1410 1710 1421</box>
table-cell: 김진호 <box>1283 1857 1312 1887</box>
news-paragraph: · 예빛여성중창: 주일 오후 1:30, 궐동 소예배실/ 문의: 김문옥권사(☎ 010.9924.1189) <box>634 1817 1115 1832</box>
news-paragraph: 궐동 - 요한복음 2강(박민호목사) / 세교 - 요한계시록 20강(이주헌목사) <box>634 1666 1025 1680</box>
table-cell: 전남 강진 <box>433 1683 484 1698</box>
table-cell: 조아라 <box>1454 1798 1484 1828</box>
table-cell: 교회스쿨 <box>350 1873 433 1888</box>
table-cell: 나열 5,6 <box>171 1917 350 1931</box>
ministry-photo <box>906 633 1042 711</box>
table-cell: 정성실(박성화) <box>171 1902 350 1917</box>
ministry-photo <box>764 497 900 575</box>
table-cell: 예배가 은혜가 되었습니다. <box>1312 1798 1411 1828</box>
table-cell: 박민호(궐동1) <box>171 1800 350 1815</box>
table-cell: 터키 쿠르드족 <box>104 1698 171 1712</box>
core-values-text: 나는 내 영혼( )의 진정한 행복( )과 변화( )를 위하여 성경이 주는 분명한 복음을 확신( )하고, 이에 순종( )하는 삶의 가치를 따른다. <box>752 159 1181 192</box>
table-cell: 믿음 1,2,3,4 <box>484 1931 587 1946</box>
table-cell: 경기 군포 <box>433 1698 484 1712</box>
ministry-photo <box>621 768 757 847</box>
table-cell: 18-091궐 <box>1411 1857 1454 1887</box>
ministry-photo <box>621 633 757 711</box>
table-cell: 경기 평택 <box>433 1829 484 1844</box>
table-cell: 경기 안산 <box>433 1785 484 1800</box>
ministry-photo <box>1049 768 1185 847</box>
section-subtitle: ministry column <box>77 57 153 69</box>
table-cell: 박광수 선교사 <box>24 1771 104 1785</box>
staff-item: 손 현목사(5교구,선교) <box>1620 1512 1713 1523</box>
news-paragraph: 20일(월) ~ 25일(토) 새벽 5시, 각 성전 2층 대예배실/ 대상: 전교인(어린이,청소년,청년,장년) <box>634 1419 1149 1434</box>
news-paragraph: · 까꿍부 여름성경학교(궐동,세교): 19일(오늘), 26일, 각 성전 까꿍부실 <box>634 1609 1024 1624</box>
table-cell: 터키 이스탄불 <box>104 1931 171 1946</box>
table-cell: 온누리3 <box>484 1858 587 1873</box>
staff-item: 박성희집사(사무간사) <box>1620 1611 1710 1622</box>
table-cell: 황순영 <box>1454 1917 1484 1947</box>
table-row <box>24 1858 587 1873</box>
table-cell: 황귀동 선교사 <box>24 1698 104 1712</box>
service-heading: 예배 및 봉사위원 <box>23 1403 587 1426</box>
ministry-photo <box>1049 497 1185 575</box>
table-cell: 장평리, 시온찬양단 <box>484 1698 587 1712</box>
ministry-photo <box>906 497 1042 575</box>
table-cell: 김진수(세교) <box>350 1683 433 1698</box>
cover-footer: 오산침례교회 Osan Baptist Church 궐동성전 18115 경기도 오산시 은여울로 17(궐동 55-2) TEL : 031-375-2430~3 | FAX : 031-375-2438 세교성전 18108 경기도 오산시 수청로 157(금암동 517-1) TEL : 031-375-2434~5 | FAX : 031-374-5391 www.osanchurch.or.kr 담임목사 김 종 훈 Senior Pastor Dr. Kim,Jonghoon <box>1208 282 1825 350</box>
table-row <box>1240 1798 1605 1828</box>
missions-table: 선 교 지 지 역 후 원 기 관 선 교 지 지 역 후 원 기 관 엄준석, 진영숙 선교사 캄보디아 양평현 김진원(궐동1), 박민아(궐동2), 선교회, 전심기도회 김진수(세교) 전남 강진 매화 1,2,3, 민들레1, 이은재 황귀동 선교사 터키 쿠르드족 사랑2 부곡이(궐동세교회) 경기 군포 장평리, 시온찬양단 정세준 선교사 독일 프랑크푸르트 이정열(궐동교회) 세비쁘(교회우동) 경기 고양 매화4,5,6 박원준 선교사 향가리 이주원주 이미영3 최신율 선교사 서울 역삼 김석천(세교) 홍헌기 선교사 태국 동부 박민수(완성) 홀분라 선교사 서울 성북 김윤성(세교) 김진철 선교사 러시아 모스크바 이재동 아시아 침례신학대학원 필리핀 바기오 장단순 박광수 선교사 올란드 카틀라트 엄홍식(김윤경1) 터미연(교회) 인천 남동구 이용수(세교) 나승철 선교사 독일 뮌헨 정석현(온다) 제총원(교회) 경기 안산 윤영아, 박신애 안형선 선교사 독일 드레스덴 박민호(궐동1) 장형준(교회) 충남 부여 김문희(세교1) 임영호 선교사 세네갈 투바 조영성(천경) 화서침례교회 경기 수원 이영구, 세교1,2,3 김동정 선교사 남아공 케이프타운 로뎀실버벨 늘봄침례교회 경기 평택 알곡, 김성빈2 김수완 선교사 브라질 상파울루 이영수(한기화), 박성숙 충만한침례교회 강원 원주 김진희, 우순감 변상원 선교사 필리핀 마닐라 봉서원장로회 일산침례교회 경기 고양 온누리3 김중언 선교사 아제르바이잔 안수집사회 교회스쿨 경기 남양 까꿍부 전경택 선교사 멕시코 메리다 이재성 거기셔 목회자 경기 수원 세교8 이정수 선교사 요르단 암만 정성실(박성화) 성경 경기 오산 궐동미용 김종수 선교사 필리핀 인트라 나열 5,6 문숭호 선교사 MK 열정 이명희3 양태흥 선교사 터키 이스탄불 궐동 권사회 로뎀장애우그룹 경기 오산 믿음 1,2,3,4 <box>23 1668 587 1946</box>
table-cell: 아제르바이잔 <box>104 1873 171 1888</box>
table-cell: MK 열정 <box>433 1917 484 1931</box>
news-paragraph: · 예향여성중창: 주일 오후 2시, 세교 1층 만나홀/ 문의: 임혜옥권사(☎ 010.9254.2429) <box>634 1836 1119 1851</box>
motto-label: 교회표어 <box>1704 258 1740 269</box>
news-paragraph: 주제: 믿음의 날개로 비상하라(사 40:28-31)/ 강사: 이종성 목사(안산 상록수교회), 김종임목사(강릉 동도중앙교회), 김인환 목사(안성 함께하는교회), 김형철 목사(용인 하나엘교회), 정은오 목사(광주 목원교회), 안동찬 목사(수원 새중앙교회) <box>634 1439 1196 1492</box>
table-cell: 봉서원장로회 <box>171 1858 350 1873</box>
table-cell: 인천 남동구 <box>433 1771 484 1785</box>
staff-item: 조일금전도사(까꿍부,예고선교원) <box>1620 1597 1758 1608</box>
news-heading: ◆목장방학 및 식당봉사 <box>634 1322 778 1338</box>
table-cell: 늘봄침례교회 <box>350 1829 433 1844</box>
table-row <box>24 1698 587 1712</box>
table-cell: 18-087궐 <box>1240 1887 1283 1917</box>
table-cell: 경기 고양 <box>433 1712 484 1727</box>
page-3-news: 03 교회소식 News 교인 등록이나 교회 안내를 받기 원하시는 분은 예배 전 카드를 써주시면 예배 후 친절한 안내를 받으실 수 있습니다 ◆일천번제예배자운동(목표: 2020년말까지) 현재(8월 19일) 203명이 참여하고 계십니다. 우리 마음에 소원을 두고 역사하시는 하나님의 응답이 있기를 축복합니다.(26,27번째 완주자: 정명자권사, 이영자2권사) ◆2018년 153감사대행진 153감사대행진은 추수감사주일 전날(11월 24일)까지 153일간 진행합니다. ※ 노트, 저금통이 필요하신 분들은 1층 사무실에서 수령하시기 바랍니다. ※ 인터넷과 모바일을 통해 참여 가능합니다.(페이스북(www.facebook.com)에서 '153감사대행진' 검색) ※ 감사엽서는 양 성전 우편함에 넣으셔도 무방하며, 사랑의 배달원이 직접 배달해드립니다. ◆목장방학 및 식당봉사 · 목장방학: 8월 25일(토)까지 / 기간 내 특이사항은 교구목사에게 보고해주시기 바랍니다. · 오늘식당봉사(무료): 궐동 - 목자회(짜장밥) / 세교 - 장로회(콩국수) ◆2018 다니엘 특별새벽기도회 20일(월) ~ 25일(토) 새벽 5시, 각 성전 2층 대예배실/ 대상: 전교인(어린이,청소년,청년,장년) 주제: 믿음의 날개로 비상하라(사 40:28-31)/ 강사: 이종성 목사(안산 상록수교회), 김종임목사(강릉 동도중앙교회), 김인환 목사(안성 함께하는교회), 김형철 목사(용인 하나엘교회), 정은오 목사(광주 목원교회), 안동찬 목사(수원 새중앙교회) ※ 개근학생에게는 9월 2일(주일) 예배시 장학증서와 소정의 장학금을 지급합니다. ◆담임목사님 동정 오늘은(19일) 남가주가스펠교회(LA)에서 주일예배 말씀을 전하십니다. 기도바랍니다. ◆교육국 여름행사 · 까꿍부 여름성경학교(궐동,세교): 19일(오늘), 26일, 각 성전 까꿍부실 ◆2018년 딥 앤 와이드(Deep & Wide) 수요성경강해 궐동 - 요한복음 2강(박민호목사) / 세교 - 요한계시록 20강(이주헌목사) ◆2018년 2학기 새삶성경대학 신청 각 성전 1층 로비에 게시된 수강안내문을 참고하여 총괄목사에게 신청해주시기 바랍니다. 문의: 궐동 - 김재국목사(010.9492.0955), 세교 - 이주헌목사(010.9986.3619) ※ 개강은 9월 2일 주간부터 시작합니다 (순종의삶(남성)은 9월 20일부터) ◆동아리모임 · 예빛여성중창: 주일 오후 1:30, 궐동 소예배실/ 문의: 김문옥권사(☎ 010.9924.1189) · 예향여성중창: 주일 오후 2시, 세교 1층 만나홀/ 문의: 임혜옥권사(☎ 010.9254.2429) · 궐동샬롬콰이어: 주일 오후 1:30, 궐동 찬양대실/ 문의: 김민수전도사(☎ 010.3278.9247) · 세교시니어콰이어: 수 저녁 8:30, 세교 대예배실/ 문의: 김영경안수집사(☎ 010.5640.8486) · 페트라남성중창: 둘째,넷째주일 오후 2시, 세교 4층 세미나실/ 문의: 심선식집사(☎ 010.8599.6667) <box>634 1044 1203 1999</box>
table-cell: 김영희 <box>1454 1857 1484 1887</box>
news-paragraph: 매주 월,화,목 오전 11시, 2층 유아실 <box>1239 1126 1441 1141</box>
news-paragraph: · 세교시니어콰이어: 수 저녁 8:30, 세교 대예배실/ 문의: 김영경안수집사(☎ 010.5640.8486) <box>634 1875 1151 1890</box>
ministry-card: 로뎀어린이집 장애 영·유아들을 위한 전문어린이집 문의 378-9449 <box>764 768 900 897</box>
table-cell: 18-092세 <box>1411 1887 1454 1917</box>
table-row <box>24 1785 587 1800</box>
staff-item: 박민호목사(2교구,음악) <box>1620 1339 1719 1350</box>
table-cell: 로뎀장애우그룹 <box>350 1931 433 1946</box>
table-cell: 향가리 이주원주 <box>104 1727 171 1741</box>
table-cell: 이명희3 <box>484 1917 587 1931</box>
table-cell: 엄홍식(김윤경1) <box>171 1771 350 1785</box>
table-cell: 황득균 <box>1454 1828 1484 1857</box>
ministry-photo <box>764 768 900 847</box>
table-cell: 요르단 암만 <box>104 1902 171 1917</box>
table-cell: 정석현(온다) <box>171 1785 350 1800</box>
cover-title: Soli Deo Gloria! <box>1417 65 1688 256</box>
table-cell: 최신율 선교사 <box>350 1727 433 1741</box>
table-cell: 이용수(세교) <box>484 1771 587 1785</box>
table-cell: 이영수(한기화), 박성숙 <box>171 1844 350 1858</box>
table-cell: 캄보디아 양평현 <box>104 1683 171 1698</box>
table-row <box>24 1683 587 1698</box>
staff-item: 김성빈목사(유초등부,교육총괄,행정) <box>1620 1368 1770 1379</box>
table-cell <box>1484 1917 1605 1947</box>
table-row: 찬양대 궐동 1부 / 하늘찬양대: "아침안개 눈 앞 가리듯" 궐동 2부 / 호산나찬양대: "우리 함께 모여서" / 지휘 박민호, 피아노 윤나라, 악장 이수연 궐동 3부 / 박민호 목사: "십자가의 그 사랑이" 세교 2부 / 쏠리데오찬양대: "나 주를 멀리 떠났다" / 지휘 김성현, 피아노 서유리 <box>1230 722 1812 809</box>
table-row: 교독문 27번(시 51편) / 궐동 2부, 세교 2부 <box>1230 535 1812 565</box>
news-paragraph: · 오늘식당봉사(무료): 궐동 - 목자회(짜장밥) / 세교 - 장로회(콩국수) <box>634 1363 1007 1378</box>
table-row <box>24 1727 587 1741</box>
staff-item: 박승원목사(6교구,청년) <box>1620 1526 1719 1537</box>
pastor-bio: 하나님을 순전하게 사랑하고 성도를 진실하게 사랑하는 목회자이자, 쉽고 깊이 있는 설교로 이 시대의 쓰러진 영혼을 일으키는 탁월한 설교가이다. 침례신학대학교와 동대학원, 고든콘웰신학대학원에서 공부하였으며, 12년간 해군과 해병대에서 군목을 지냈다. 오산침례교회에는 2004년 12월, 제5대 담임목사로 부임하였고, '사회복지법인 세교복지재단'의 이사장을 겸하며, '오산대학교'에서도 가르치고 있다. 가족으로는 아내 장승미와 성지, 성빈 두 딸을 두고 있다. <box>621 329 1016 441</box>
table-cell: 김진철 선교사 <box>24 1756 104 1771</box>
news-paragraph: · 페트라남성중창: 둘째,넷째주일 오후 2시, 세교 4층 세미나실/ 문의: 심선식집사(☎ 010.8599.6667) <box>634 1894 1196 1909</box>
table-row <box>1240 1887 1605 1917</box>
table-cell: 김선필 <box>1283 1917 1312 1947</box>
ministry-card: 경로무료급식 낮 12시(월~금), 교회식당에서 어르신들에게 제공되는 점심식사 문의 070-4004-8311 <box>764 633 900 761</box>
news-heading: ◆강단꽃꽂이 <box>1239 1218 1319 1235</box>
table-cell: 이미영3 <box>171 1727 350 1741</box>
table-cell: 매화 1,2,3, 민들레1, 이은재 <box>484 1683 587 1698</box>
staff-item: 김성현전도사(예배음악) <box>1620 1540 1719 1551</box>
table-cell: 박상춘 <box>1454 1887 1484 1917</box>
table-row: 봉헌송 궐동 2부 / 박민호 목사: "십자가의 그 사랑이" 세교 1부 / 정성실 청년: "그저 사랑하기 때문에" 세교 2부 / 정성실 청년: "그저 사랑하기 때문에" <box>1230 624 1812 693</box>
page-number: 04 <box>23 31 64 74</box>
ministry-card: 큐인스쿨 초등학생들을 대상으로 영성과 지성, 감성을 키우는 방과후학교 문의 070-4004-8322 <box>1049 768 1185 897</box>
table-cell: 양태흥 선교사 <box>24 1931 104 1946</box>
